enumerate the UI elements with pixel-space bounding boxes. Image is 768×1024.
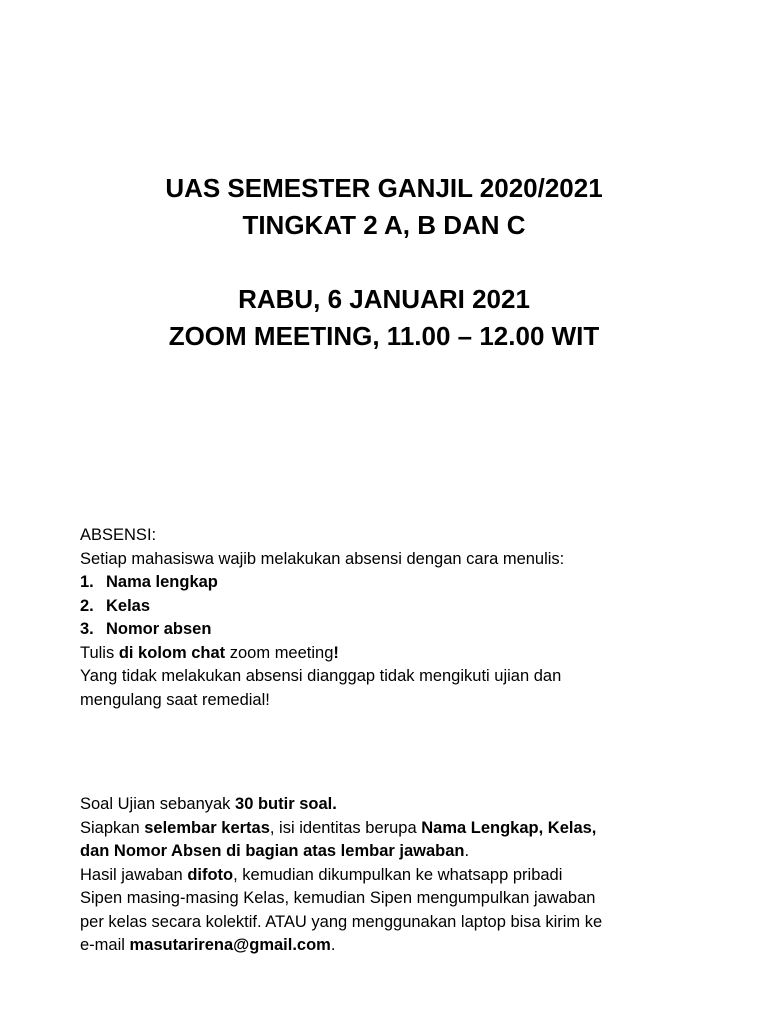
- item-number: 2.: [80, 596, 94, 615]
- item-number: 3.: [80, 620, 94, 638]
- soal-result-line-2: Sipen masing-masing Kelas, kemudian Sipen mengumpulkan jawaban: [80, 889, 596, 907]
- absensi-intro: Setiap mahasiswa wajib melakukan absensi dengan cara menulis:: [80, 549, 565, 568]
- soal-prep-line-1: [80, 817, 700, 841]
- email-address: masutarirena@gmail.com: [129, 936, 331, 954]
- item-label: Nomor absen: [106, 620, 212, 638]
- bold-segment: difoto: [187, 865, 234, 884]
- absensi-heading: ABSENSI:: [80, 526, 157, 544]
- text-segment: Hasil jawaban: [80, 865, 188, 884]
- text-segment: , kemudian dikumpulkan ke whatsapp pribadi: [233, 865, 563, 884]
- soal-email-line: [80, 934, 700, 958]
- absensi-item: [80, 571, 700, 595]
- absensi-warning-line-2: mengulang saat remedial!: [80, 690, 270, 709]
- item-label: Kelas: [106, 596, 151, 615]
- exam-date: RABU, 6 JANUARI 2021: [238, 284, 530, 314]
- soal-result-line-1: [80, 864, 700, 888]
- exam-classes: TINGKAT 2 A, B DAN C: [242, 210, 526, 240]
- text-segment: .: [330, 936, 336, 954]
- bold-segment: selembar kertas: [144, 818, 270, 837]
- exam-title: UAS SEMESTER GANJIL 2020/2021: [165, 173, 603, 203]
- text-segment: zoom meeting: [225, 643, 334, 662]
- item-label: Nama lengkap: [106, 573, 218, 591]
- bold-segment: 30 butir soal.: [235, 795, 337, 813]
- absensi-section: [80, 524, 700, 712]
- soal-prep-line-2: [80, 840, 700, 864]
- absensi-item: [80, 618, 700, 642]
- text-segment: , isi identitas berupa: [269, 818, 422, 837]
- soal-section: [80, 793, 700, 958]
- item-number: 1.: [80, 573, 94, 591]
- absensi-warning-line-1: Yang tidak melakukan absensi dianggap tidak mengikuti ujian dan: [80, 667, 562, 685]
- soal-result-line-3: per kelas secara kolektif. ATAU yang menggunakan laptop bisa kirim ke: [80, 912, 603, 931]
- bold-segment: di kolom chat: [118, 643, 226, 662]
- text-segment: Tulis: [80, 643, 119, 662]
- exam-title-block: [0, 170, 768, 355]
- bold-segment: Nama Lengkap, Kelas,: [421, 818, 597, 837]
- absensi-item: [80, 595, 700, 619]
- text-segment: .: [464, 842, 470, 860]
- title-spacer: [0, 244, 768, 281]
- text-segment: Siapkan: [80, 818, 145, 837]
- bold-segment: dan Nomor Absen di bagian atas lembar jawaban: [80, 842, 465, 860]
- absensi-write-instruction: [80, 642, 700, 666]
- text-segment: Soal Ujian sebanyak: [80, 795, 236, 813]
- bold-segment: !: [333, 643, 339, 662]
- soal-count: [80, 793, 700, 817]
- exam-time: ZOOM MEETING, 11.00 – 12.00 WIT: [168, 321, 600, 351]
- text-segment: e-mail: [80, 936, 130, 954]
